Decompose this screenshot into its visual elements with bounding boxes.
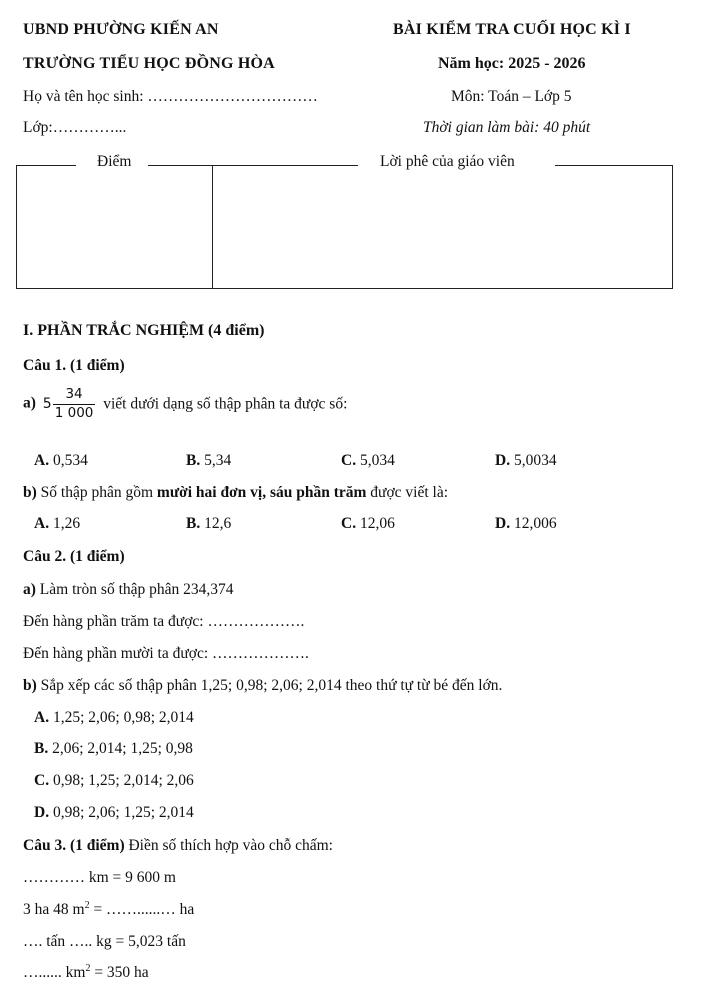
q2a-tenths-line: Đến hàng phần mười ta được: ………………. [23,645,309,662]
q3-line4-sup: 2 [85,962,91,974]
q2a-line [23,581,234,599]
q1a-line [23,387,347,421]
q1a-option-c [341,452,395,470]
q1b-option-d [495,515,557,533]
q3-line1-rest: km = 9 600 m [88,869,176,886]
q3-line4 [23,964,149,982]
option-key: C. [341,515,357,532]
exam-title: BÀI KIỂM TRA CUỐI HỌC KÌ I [393,21,631,38]
option-key: C. [341,452,357,469]
time-limit: Thời gian làm bài: 40 phút [423,119,591,136]
q1a-numerator: 34 [53,387,96,405]
q1b-prefix: b) [23,484,37,501]
option-key: D. [495,515,511,532]
q1a-prefix: a) [23,394,36,412]
option-key: D. [34,804,50,821]
q3-line4-rest: = 350 ha [94,964,149,981]
q1b-text1: Số thập phân gồm [40,484,154,501]
option-value: 5,0034 [513,452,557,469]
q2b-line [23,677,502,695]
q3-line1-blank: ………… [23,869,85,886]
school-name: TRƯỜNG TIỂU HỌC ĐỒNG HÒA [23,55,275,72]
q1b-text2: được viết là: [370,484,449,501]
option-value: 1,26 [52,515,81,532]
section-title: I. PHẦN TRẮC NGHIỆM (4 điểm) [23,322,265,339]
option-key: A. [34,709,50,726]
option-value: 1,25; 2,06; 0,98; 2,014 [52,709,194,726]
q2b-option-c [34,772,194,790]
q1a-option-d [495,452,557,470]
option-value: 0,98; 1,25; 2,014; 2,06 [52,772,194,789]
q3-line1 [23,869,176,887]
q1a-fraction [53,387,96,421]
district-name: UBND PHƯỜNG KIẾN AN [23,21,219,38]
q2a-prefix: a) [23,581,36,598]
option-value: 0,98; 2,06; 1,25; 2,014 [52,804,194,821]
q3-line2-pre: 3 ha 48 m [23,901,85,918]
q3-line2-rest: = ……......… ha [93,901,195,918]
option-key: A. [34,515,50,532]
school-year: Năm học: 2025 - 2026 [438,55,586,72]
q1a-text: viết dưới dạng số thập phân ta được số: [103,395,348,413]
q1a-option-b [186,452,231,470]
q2b-option-b [34,740,193,758]
q1a-whole: 5 [42,396,52,413]
q1b-option-c [341,515,395,533]
option-key: A. [34,452,50,469]
q1b-option-b [186,515,231,533]
q3-line3: …. tấn ….. kg = 5,023 tấn [23,933,186,950]
q2a-hundredths-line: Đến hàng phần trăm ta được: ………………. [23,613,305,630]
option-key: C. [34,772,50,789]
q3-line2 [23,901,194,919]
q1b-option-a [34,515,80,533]
q1b-line [23,484,448,502]
q2a-text: Làm tròn số thập phân 234,374 [39,581,234,598]
score-label: Điểm [97,153,132,170]
option-key: B. [186,452,201,469]
option-value: 12,006 [513,515,557,532]
student-name-field: Họ và tên học sinh: …………………………… [23,88,318,105]
q1b-bold: mười hai đơn vị, sáu phần trăm [156,484,367,501]
q3-instruction: Điền số thích hợp vào chỗ chấm: [128,837,333,854]
q3-line [23,837,333,855]
q1a-option-a [34,452,88,470]
q3-title: Câu 3. (1 điểm) [23,837,125,854]
q2b-prefix: b) [23,677,37,694]
q1-title: Câu 1. (1 điểm) [23,357,125,374]
option-value: 12,6 [204,515,232,532]
option-value: 2,06; 2,014; 1,25; 0,98 [52,740,193,757]
option-key: B. [186,515,201,532]
class-field: Lớp:…………... [23,119,127,136]
q2-title: Câu 2. (1 điểm) [23,548,125,565]
q3-line4-blank: …...... [23,964,62,981]
subject-label: Môn: Toán – Lớp 5 [451,88,572,105]
q1a-denominator: 1 000 [54,404,94,421]
q3-line2-sup: 2 [84,899,90,911]
q2b-option-d [34,804,194,822]
q3-line4-km: km [65,964,86,981]
q2b-text: Sắp xếp các số thập phân 1,25; 0,98; 2,06; 2,014 theo thứ tự từ bé đến lớn. [40,677,503,694]
option-value: 5,034 [359,452,395,469]
score-cell [16,165,213,289]
comment-cell [212,165,673,289]
q2b-option-a [34,709,194,727]
option-key: B. [34,740,49,757]
option-value: 12,06 [359,515,395,532]
option-value: 5,34 [204,452,232,469]
comment-label: Lời phê của giáo viên [380,153,515,170]
option-value: 0,534 [52,452,88,469]
option-key: D. [495,452,511,469]
